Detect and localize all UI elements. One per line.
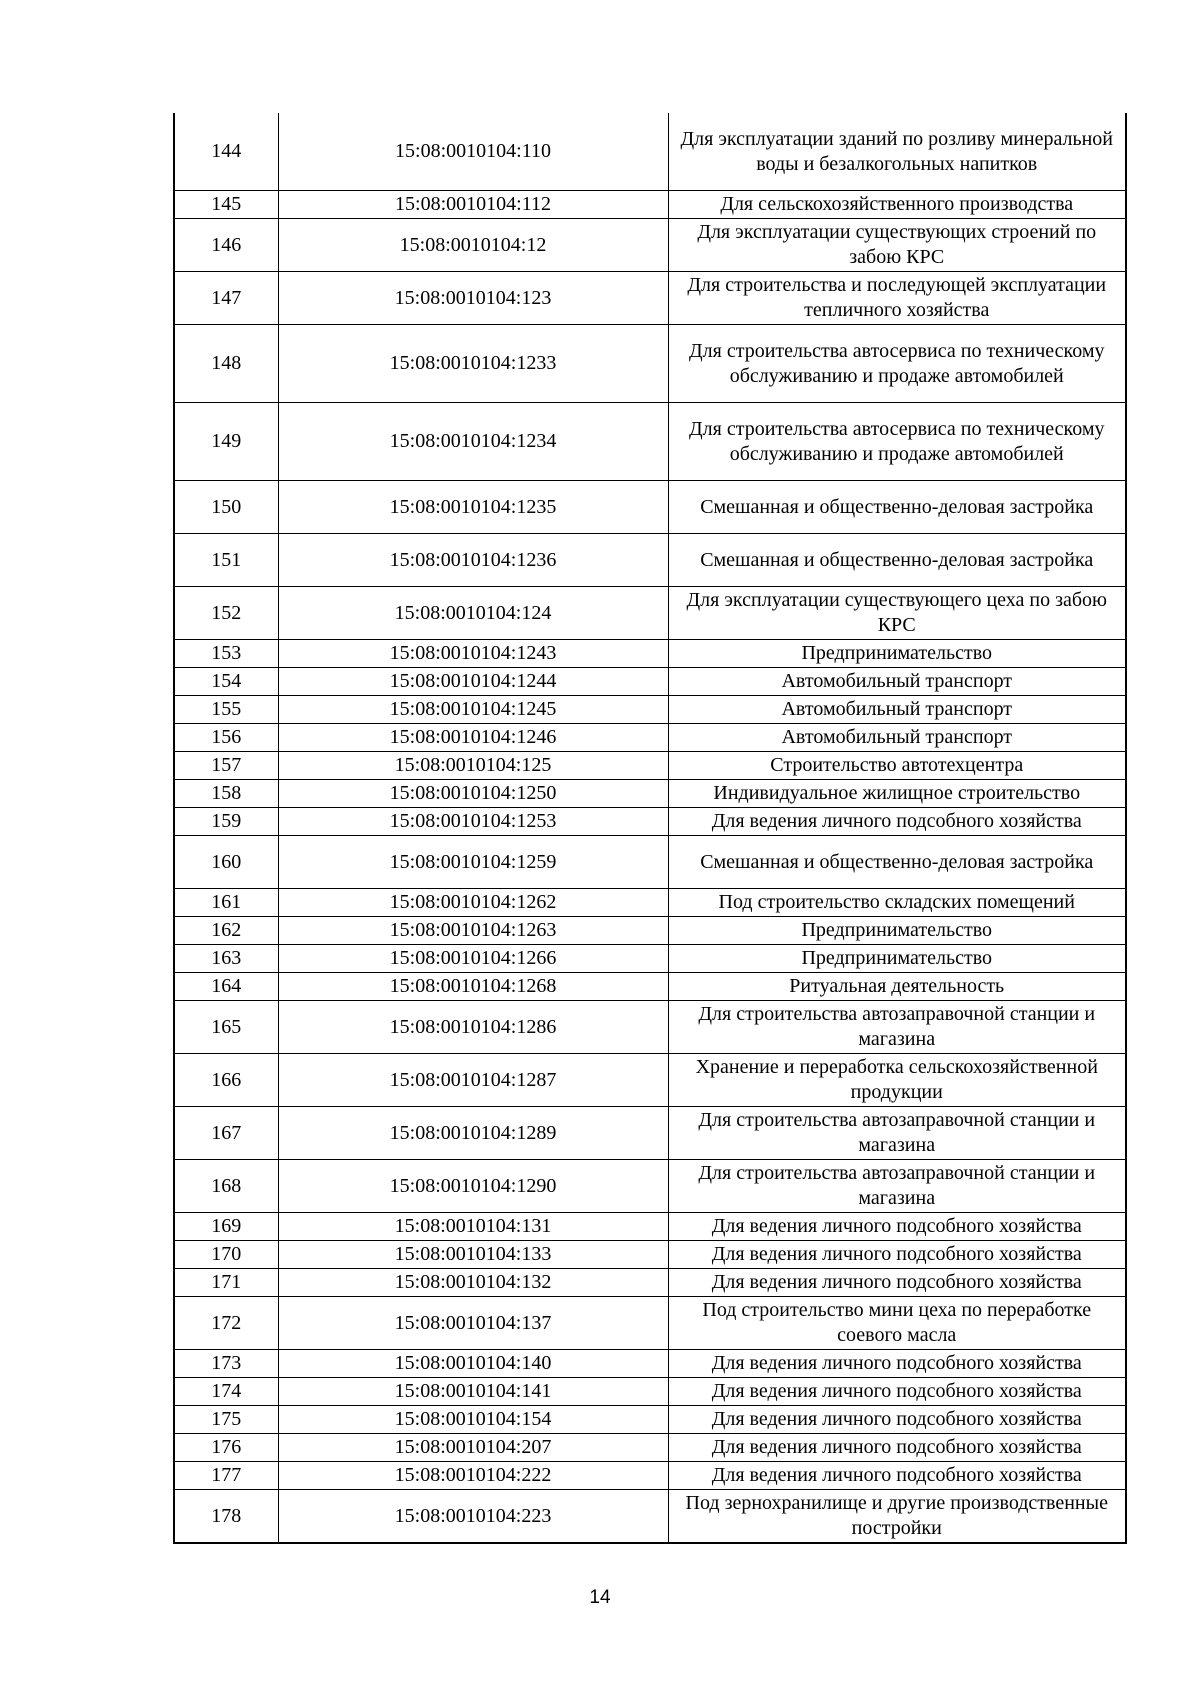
table-row	[174, 1350, 1126, 1378]
land-use-purpose-cell: Автомобильный транспорт	[668, 668, 1126, 696]
row-number-cell: 144	[174, 113, 278, 191]
table-row	[174, 1297, 1126, 1350]
table-row	[174, 481, 1126, 534]
row-number-cell: 152	[174, 587, 278, 640]
cadastral-number-cell: 15:08:0010104:112	[278, 191, 668, 219]
row-number-cell: 176	[174, 1434, 278, 1462]
cadastral-number-cell: 15:08:0010104:1263	[278, 917, 668, 945]
row-number-cell: 161	[174, 889, 278, 917]
row-number-cell: 175	[174, 1406, 278, 1434]
cadastral-number-cell: 15:08:0010104:222	[278, 1462, 668, 1490]
land-use-purpose-cell: Для строительства автозаправочной станции и магазина	[668, 1160, 1126, 1213]
cadastral-number-cell: 15:08:0010104:123	[278, 272, 668, 325]
land-use-purpose-cell: Для ведения личного подсобного хозяйства	[668, 1406, 1126, 1434]
table-row	[174, 973, 1126, 1001]
cadastral-number-cell: 15:08:0010104:1253	[278, 808, 668, 836]
land-use-purpose-cell: Для ведения личного подсобного хозяйства	[668, 1241, 1126, 1269]
cadastral-number-cell: 15:08:0010104:223	[278, 1490, 668, 1544]
land-use-purpose-cell: Для строительства и последующей эксплуатации тепличного хозяйства	[668, 272, 1126, 325]
land-use-purpose-cell: Для ведения личного подсобного хозяйства	[668, 1269, 1126, 1297]
cadastral-number-cell: 15:08:0010104:12	[278, 219, 668, 272]
land-use-purpose-cell: Для сельскохозяйственного производства	[668, 191, 1126, 219]
land-use-purpose-cell: Под строительство складских помещений	[668, 889, 1126, 917]
table-row	[174, 752, 1126, 780]
cadastral-number-cell: 15:08:0010104:1233	[278, 325, 668, 403]
land-use-purpose-cell: Для ведения личного подсобного хозяйства	[668, 1378, 1126, 1406]
table-row	[174, 1160, 1126, 1213]
table-body	[174, 113, 1126, 1543]
row-number-cell: 153	[174, 640, 278, 668]
table-row	[174, 1241, 1126, 1269]
row-number-cell: 147	[174, 272, 278, 325]
table-row	[174, 587, 1126, 640]
cadastral-number-cell: 15:08:0010104:1289	[278, 1107, 668, 1160]
table-row	[174, 272, 1126, 325]
cadastral-number-cell: 15:08:0010104:141	[278, 1378, 668, 1406]
row-number-cell: 178	[174, 1490, 278, 1544]
row-number-cell: 145	[174, 191, 278, 219]
land-use-purpose-cell: Для эксплуатации зданий по розливу минеральной воды и безалкогольных напитков	[668, 113, 1126, 191]
cadastral-number-cell: 15:08:0010104:1268	[278, 973, 668, 1001]
land-use-purpose-cell: Для ведения личного подсобного хозяйства	[668, 1213, 1126, 1241]
row-number-cell: 167	[174, 1107, 278, 1160]
table-row	[174, 1406, 1126, 1434]
land-use-purpose-cell: Индивидуальное жилищное строительство	[668, 780, 1126, 808]
row-number-cell: 164	[174, 973, 278, 1001]
table-row	[174, 403, 1126, 481]
row-number-cell: 173	[174, 1350, 278, 1378]
land-use-purpose-cell: Предпринимательство	[668, 945, 1126, 973]
cadastral-number-cell: 15:08:0010104:124	[278, 587, 668, 640]
cadastral-number-cell: 15:08:0010104:1290	[278, 1160, 668, 1213]
row-number-cell: 149	[174, 403, 278, 481]
land-plots-table	[173, 113, 1127, 1544]
row-number-cell: 165	[174, 1001, 278, 1054]
row-number-cell: 170	[174, 1241, 278, 1269]
row-number-cell: 148	[174, 325, 278, 403]
land-use-purpose-cell: Предпринимательство	[668, 640, 1126, 668]
cadastral-number-cell: 15:08:0010104:1246	[278, 724, 668, 752]
table-row	[174, 780, 1126, 808]
row-number-cell: 171	[174, 1269, 278, 1297]
table-row	[174, 1054, 1126, 1107]
cadastral-number-cell: 15:08:0010104:1245	[278, 696, 668, 724]
table-row	[174, 724, 1126, 752]
land-use-purpose-cell: Хранение и переработка сельскохозяйственной продукции	[668, 1054, 1126, 1107]
land-use-purpose-cell: Смешанная и общественно-деловая застройка	[668, 481, 1126, 534]
row-number-cell: 150	[174, 481, 278, 534]
land-use-purpose-cell: Автомобильный транспорт	[668, 696, 1126, 724]
row-number-cell: 157	[174, 752, 278, 780]
land-use-purpose-cell: Для ведения личного подсобного хозяйства	[668, 1434, 1126, 1462]
cadastral-number-cell: 15:08:0010104:1243	[278, 640, 668, 668]
table-row	[174, 1001, 1126, 1054]
row-number-cell: 166	[174, 1054, 278, 1107]
table-row	[174, 696, 1126, 724]
row-number-cell: 168	[174, 1160, 278, 1213]
land-use-purpose-cell: Ритуальная деятельность	[668, 973, 1126, 1001]
cadastral-number-cell: 15:08:0010104:154	[278, 1406, 668, 1434]
row-number-cell: 160	[174, 836, 278, 889]
cadastral-number-cell: 15:08:0010104:1262	[278, 889, 668, 917]
land-use-purpose-cell: Для строительства автосервиса по техническому обслуживанию и продаже автомобилей	[668, 325, 1126, 403]
land-use-purpose-cell: Для строительства автозаправочной станции и магазина	[668, 1107, 1126, 1160]
land-use-purpose-cell: Автомобильный транспорт	[668, 724, 1126, 752]
table-row	[174, 534, 1126, 587]
table-row	[174, 668, 1126, 696]
cadastral-number-cell: 15:08:0010104:131	[278, 1213, 668, 1241]
table-row	[174, 640, 1126, 668]
table-row	[174, 113, 1126, 191]
row-number-cell: 169	[174, 1213, 278, 1241]
row-number-cell: 151	[174, 534, 278, 587]
table-row	[174, 836, 1126, 889]
land-use-purpose-cell: Предпринимательство	[668, 917, 1126, 945]
cadastral-number-cell: 15:08:0010104:140	[278, 1350, 668, 1378]
land-use-purpose-cell: Строительство автотехцентра	[668, 752, 1126, 780]
row-number-cell: 177	[174, 1462, 278, 1490]
row-number-cell: 158	[174, 780, 278, 808]
cadastral-number-cell: 15:08:0010104:1236	[278, 534, 668, 587]
table-row	[174, 1213, 1126, 1241]
cadastral-number-cell: 15:08:0010104:1287	[278, 1054, 668, 1107]
land-use-purpose-cell: Для ведения личного подсобного хозяйства	[668, 1462, 1126, 1490]
row-number-cell: 146	[174, 219, 278, 272]
cadastral-number-cell: 15:08:0010104:1235	[278, 481, 668, 534]
land-use-purpose-cell: Смешанная и общественно-деловая застройка	[668, 534, 1126, 587]
row-number-cell: 154	[174, 668, 278, 696]
land-use-purpose-cell: Для строительства автосервиса по техническому обслуживанию и продаже автомобилей	[668, 403, 1126, 481]
row-number-cell: 156	[174, 724, 278, 752]
row-number-cell: 155	[174, 696, 278, 724]
table-row	[174, 1462, 1126, 1490]
table-row	[174, 917, 1126, 945]
cadastral-number-cell: 15:08:0010104:207	[278, 1434, 668, 1462]
cadastral-number-cell: 15:08:0010104:1266	[278, 945, 668, 973]
table-row	[174, 945, 1126, 973]
row-number-cell: 174	[174, 1378, 278, 1406]
cadastral-number-cell: 15:08:0010104:1244	[278, 668, 668, 696]
table-row	[174, 1434, 1126, 1462]
row-number-cell: 162	[174, 917, 278, 945]
cadastral-number-cell: 15:08:0010104:110	[278, 113, 668, 191]
land-use-purpose-cell: Под строительство мини цеха по переработке соевого масла	[668, 1297, 1126, 1350]
land-use-purpose-cell: Для строительства автозаправочной станции и магазина	[668, 1001, 1126, 1054]
cadastral-number-cell: 15:08:0010104:137	[278, 1297, 668, 1350]
table-row	[174, 1378, 1126, 1406]
cadastral-number-cell: 15:08:0010104:1259	[278, 836, 668, 889]
table-row	[174, 325, 1126, 403]
page-number: 14	[589, 1587, 611, 1608]
land-use-purpose-cell: Для эксплуатации существующих строений по забою КРС	[668, 219, 1126, 272]
table-row	[174, 219, 1126, 272]
row-number-cell: 159	[174, 808, 278, 836]
cadastral-number-cell: 15:08:0010104:1234	[278, 403, 668, 481]
land-use-purpose-cell: Для ведения личного подсобного хозяйства	[668, 808, 1126, 836]
row-number-cell: 172	[174, 1297, 278, 1350]
row-number-cell: 163	[174, 945, 278, 973]
land-use-purpose-cell: Под зернохранилище и другие производственные постройки	[668, 1490, 1126, 1544]
table-row	[174, 191, 1126, 219]
table-row	[174, 1107, 1126, 1160]
cadastral-number-cell: 15:08:0010104:125	[278, 752, 668, 780]
land-use-purpose-cell: Для ведения личного подсобного хозяйства	[668, 1350, 1126, 1378]
land-use-purpose-cell: Смешанная и общественно-деловая застройка	[668, 836, 1126, 889]
land-use-purpose-cell: Для эксплуатации существующего цеха по забою КРС	[668, 587, 1126, 640]
table-row	[174, 808, 1126, 836]
table-row	[174, 1490, 1126, 1544]
cadastral-number-cell: 15:08:0010104:1286	[278, 1001, 668, 1054]
cadastral-number-cell: 15:08:0010104:133	[278, 1241, 668, 1269]
cadastral-number-cell: 15:08:0010104:1250	[278, 780, 668, 808]
table-row	[174, 1269, 1126, 1297]
cadastral-number-cell: 15:08:0010104:132	[278, 1269, 668, 1297]
table-row	[174, 889, 1126, 917]
